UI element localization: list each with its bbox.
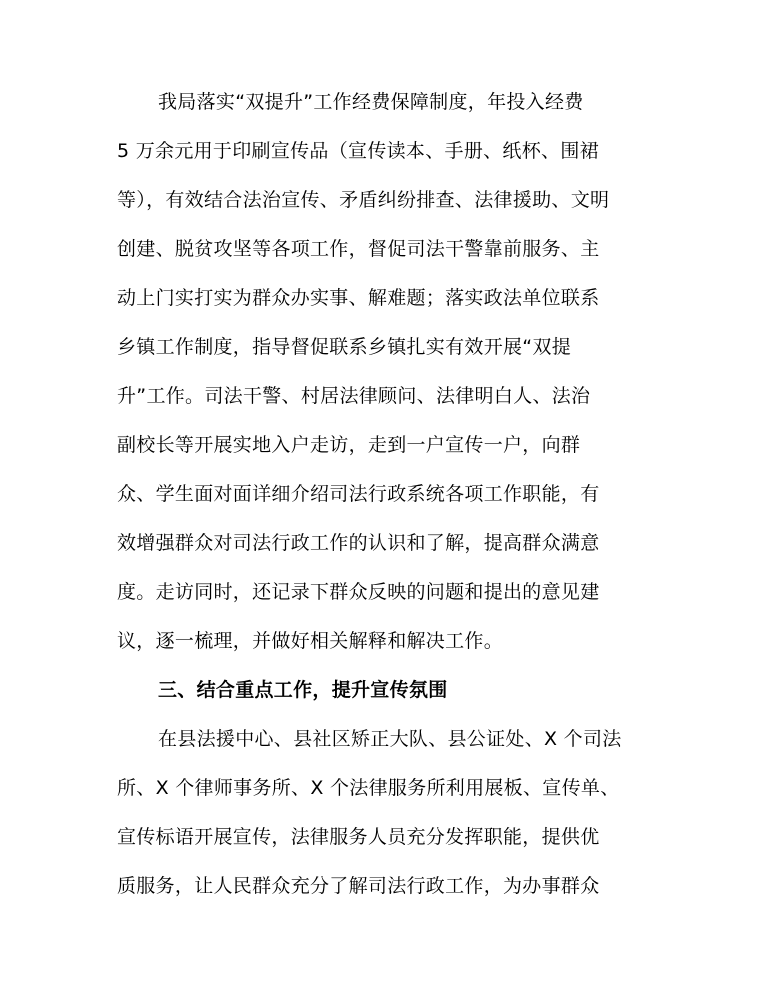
paragraph-1-line-1: 我局落实“双提升”工作经费保障制度，年投入经费: [158, 91, 584, 113]
paragraph-1-line-12: 议，逐一梳理，并做好相关解释和解决工作。: [117, 630, 504, 652]
paragraph-1-line-7: 升”工作。司法干警、村居法律顾问、法律明白人、法治: [117, 385, 591, 407]
paragraph-1-line-3: 等），有效结合法治宣传、矛盾纠纷排查、法律援助、文明: [117, 189, 610, 211]
paragraph-1-line-11: 度。走访同时，还记录下群众反映的问题和提出的意见建: [117, 581, 600, 603]
paragraph-2-line-4: 质服务，让人民群众充分了解司法行政工作，为办事群众: [117, 875, 600, 897]
paragraph-1-line-4: 创建、脱贫攻坚等各项工作，督促司法干警靠前服务、主: [117, 238, 600, 260]
paragraph-2-line-1: 在县法援中心、县社区矫正大队、县公证处、X 个司法: [158, 728, 622, 750]
paragraph-1-line-10: 效增强群众对司法行政工作的认识和了解，提高群众满意: [117, 532, 600, 554]
paragraph-2-line-2: 所、X 个律师事务所、X 个法律服务所利用展板、宣传单、: [117, 777, 620, 799]
paragraph-1-line-9: 众、学生面对面详细介绍司法行政系统各项工作职能，有: [117, 483, 600, 505]
paragraph-1-line-6: 乡镇工作制度，指导督促联系乡镇扎实有效开展“双提: [117, 336, 572, 358]
paragraph-1-line-2: 5 万余元用于印刷宣传品（宣传读本、手册、纸杯、围裙: [117, 140, 599, 162]
paragraph-1-line-8: 副校长等开展实地入户走访，走到一户宣传一户，向群: [117, 434, 581, 456]
paragraph-2-line-3: 宣传标语开展宣传，法律服务人员充分发挥职能，提供优: [117, 826, 600, 848]
section-heading-3: 三、结合重点工作，提升宣传氛围: [158, 679, 448, 701]
paragraph-1-line-5: 动上门实打实为群众办实事、解难题；落实政法单位联系: [117, 287, 600, 309]
